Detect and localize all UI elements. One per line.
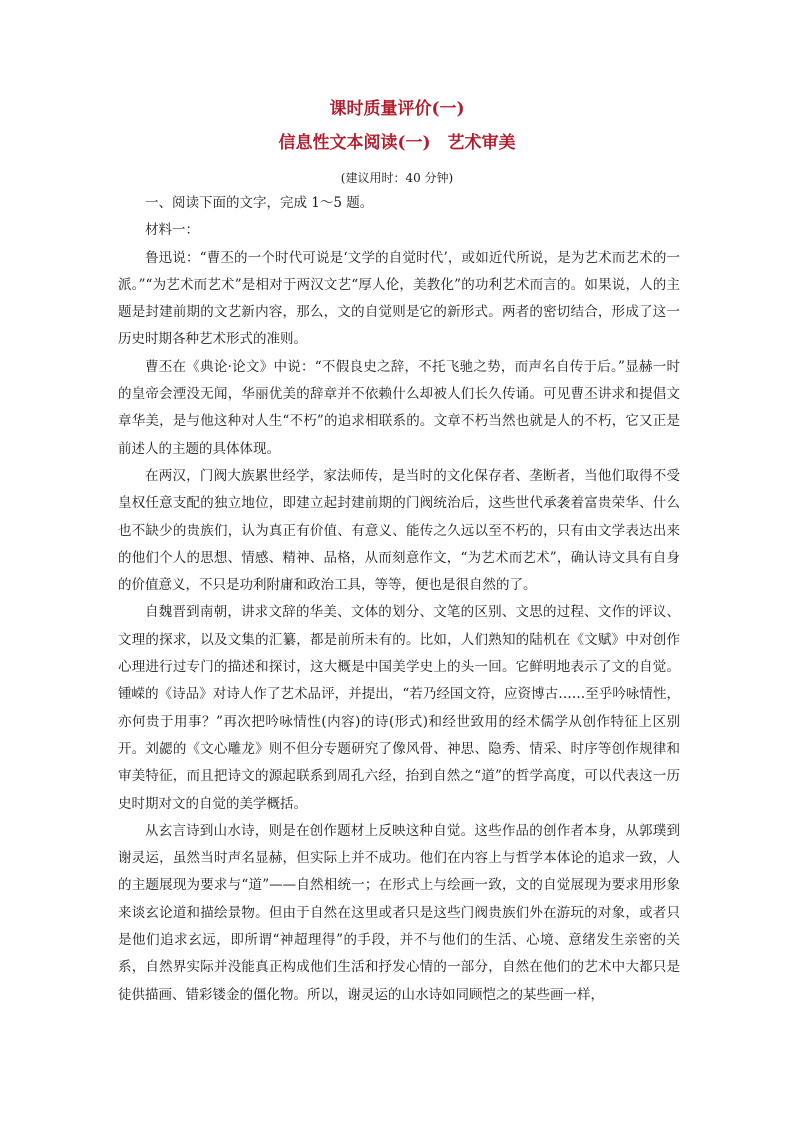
- paragraph: 鲁迅说：“曹丕的一个时代可说是‘文学的自觉时代’，或如近代所说，是为艺术而艺术的一派。”“为艺术而艺术”是相对于两汉文艺“厚人伦，美教化”的功利艺术而言的。如果说，人的主题是封建前期的文艺新内容，那么，文的自觉则是它的新形式。两者的密切结合，形成了这一历史时期各种艺术形式的准则。: [118, 249, 680, 348]
- paragraph: 自魏晋到南朝，讲求文辞的华美、文体的划分、文笔的区别、文思的过程、文作的评议、文理的探求，以及文集的汇纂，都是前所未有的。比如，人们熟知的陆机在《文赋》中对创作心理进行过专门的描述和探讨，这大概是中国美学史上的头一回。它鲜明地表示了文的自觉。锺嵘的《诗品》对诗人作了艺术品评，并提出，“若乃经国文符，应资博古……至乎吟咏情性，亦何贵于用事？”再次把吟咏情性(内容)的诗(形式)和经世致用的经术儒学从创作特征上区别开。刘勰的《文心雕龙》则不但分专题研究了像风骨、神思、隐秀、情采、时序等创作规律和审美特征，而且把诗文的源起联系到周孔六经，抬到自然之“道”的哲学高度，可以代表这一历史时期对文的自觉的美学概括。: [118, 604, 680, 812]
- paragraph: 从玄言诗到山水诗，则是在创作题材上反映这种自觉。这些作品的创作者本身，从郭璞到谢灵运，虽然当时声名显赫，但实际上并不成功。他们在内容上与哲学本体论的追求一致，人的主题展现为要求与“道”——自然相统一；在形式上与绘画一致，文的自觉展现为要求用形象来谈玄论道和描绘景物。但由于自然在这里或者只是这些门阀贵族们外在游玩的对象，或者只是他们追求玄远，即所谓“神超理得”的手段，并不与他们的生活、心境、意绪发生亲密的关系，自然界实际并没能真正构成他们生活和抒发心情的一部分，自然在他们的艺术中大都只是徒供描画、错彩镂金的僵化物。所以，谢灵运的山水诗如同顾恺之的某些画一样，: [118, 822, 680, 1003]
- time-note: (建议用时：40 分钟): [340, 171, 454, 185]
- document-body: [118, 190, 680, 1009]
- page-title: 课时质量评价(一): [329, 99, 465, 119]
- material-label: 材料一：: [145, 222, 199, 239]
- paragraph: 在两汉，门阀大族累世经学，家法师传，是当时的文化保存者、垄断者，当他们取得不受皇权任意支配的独立地位，即建立起封建前期的门阀统治后，这些世代承袭着富贵荣华、什么也不缺少的贵族们，认为真正有价值、有意义、能传之久远以至不朽的，只有由文学表达出来的他们个人的思想、情感、精神、品格，从而刻意作文，“为艺术而艺术”，确认诗文具有自身的价值意义，不只是功利附庸和政治工具，等等，便也是很自然的了。: [118, 467, 680, 594]
- instruction-line: 一、阅读下面的文字，完成 1～5 题。: [145, 195, 374, 211]
- page-subtitle: 信息性文本阅读(一) 艺术审美: [278, 133, 516, 153]
- paragraph: 曹丕在《典论·论文》中说：“不假良史之辞，不托飞驰之势，而声名自传于后。”显赫一时的皇帝会湮没无闻，华丽优美的辞章并不依赖什么却被人们长久传诵。可见曹丕讲求和提倡文章华美，是与他这种对人生“不朽”的追求相联系的。文章不朽当然也就是人的不朽，它又正是前述人的主题的具体体现。: [118, 358, 680, 457]
